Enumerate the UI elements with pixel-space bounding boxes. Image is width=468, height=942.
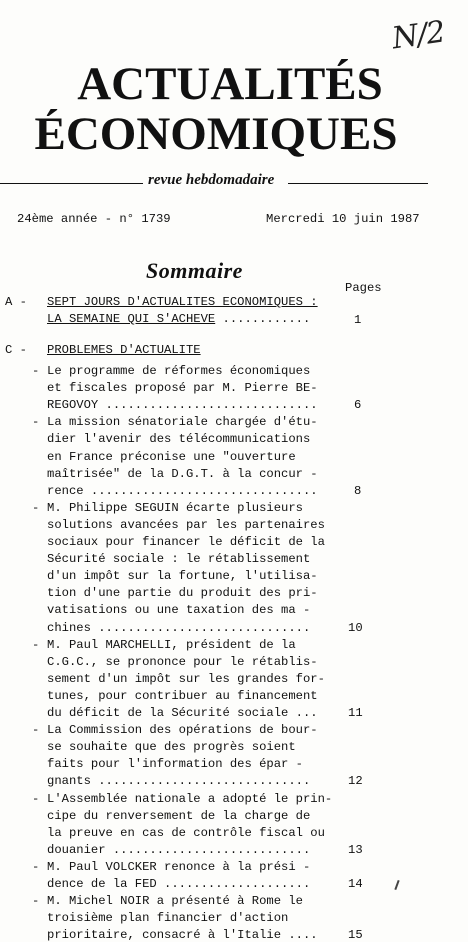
toc-item-page: 15 [348, 928, 363, 942]
section-a-title-line2: LA SEMAINE QUI S'ACHEVE [47, 312, 216, 326]
subtitle-rule-left [0, 183, 143, 184]
toc-item-dash: - [32, 364, 40, 378]
toc-item-line: Sécurité sociale : le rétablissement [47, 552, 311, 567]
toc-item-page: 12 [348, 774, 363, 789]
toc-item-line: la preuve en cas de contrôle fiscal ou [47, 825, 325, 840]
section-a-title-line2-row [47, 312, 310, 326]
toc-item-dash: - [32, 637, 40, 652]
toc-item-line: M. Paul VOLCKER renonce à la prési - [47, 859, 311, 874]
toc-item-line: du déficit de la Sécurité sociale ... [47, 706, 318, 720]
toc-item-page: 8 [354, 483, 362, 498]
toc-item-line: cipe du renversement de la charge de [47, 808, 311, 823]
toc-item-line: tunes, pour contribuer au financement [47, 688, 318, 703]
masthead-title-line1: ACTUALITÉS [77, 58, 383, 110]
toc-item-line: M. Paul MARCHELLI, président de la [47, 637, 296, 652]
toc-item-dash: - [32, 415, 40, 430]
toc-item-line: gnants ............................. [47, 774, 311, 789]
toc-item-page: 6 [354, 398, 362, 413]
section-a-page: 1 [354, 313, 362, 327]
subtitle-rule-right [288, 183, 428, 184]
toc-item-line: en France préconise une "ouverture [47, 449, 296, 464]
toc-item-dash: - [32, 500, 40, 515]
toc-item-line: L'Assemblée nationale a adopté le prin- [47, 791, 333, 806]
toc-item-line: sement d'un impôt sur les grandes for- [47, 671, 325, 686]
toc-item-line: dier l'avenir des télécommunications [47, 432, 311, 447]
issue-date: Mercredi 10 juin 1987 [266, 212, 420, 226]
toc-item-dash: - [32, 859, 40, 874]
section-a-leader: ............ [215, 312, 311, 326]
toc-item-line: dence de la FED .................... [47, 877, 311, 891]
toc-item-line: douanier ........................... [47, 842, 311, 857]
toc-item-line: La Commission des opérations de bour- [47, 723, 318, 738]
masthead-subtitle: revue hebdomadaire [148, 172, 275, 188]
toc-item-dash: - [32, 791, 40, 806]
toc-item-line: tion d'une partie du produit des pri- [47, 586, 318, 601]
toc-item-line: M. Philippe SEGUIN écarte plusieurs [47, 500, 303, 515]
section-c-marker: C - [5, 343, 27, 357]
pen-mark [394, 880, 399, 890]
issue-number: 24ème année - n° 1739 [17, 212, 171, 226]
toc-item-page: 11 [348, 706, 363, 720]
toc-item-line: prioritaire, consacré à l'Italie .... [47, 928, 318, 942]
pages-column-header: Pages [345, 281, 382, 295]
toc-item-line: sociaux pour financer le déficit de la [47, 535, 325, 549]
masthead-title-line2: ÉCONOMIQUES [34, 108, 398, 160]
toc-item-dash: - [32, 723, 40, 738]
toc-item-line: chines ............................. [47, 620, 311, 635]
toc-item-page: 10 [348, 620, 363, 635]
section-c-heading: PROBLEMES D'ACTUALITE [47, 343, 201, 357]
section-a-title-line1: SEPT JOURS D'ACTUALITES ECONOMIQUES : [47, 295, 318, 309]
toc-item-line: se souhaite que des progrès soient [47, 740, 296, 755]
toc-title: Sommaire [146, 258, 243, 283]
toc-item-line: rence ............................... [47, 483, 318, 498]
toc-item-line: M. Michel NOIR a présenté à Rome le [47, 894, 303, 909]
toc-item-line: solutions avancées par les partenaires [47, 517, 325, 532]
toc-item-line: REGOVOY ............................. [47, 398, 318, 413]
toc-item-line: Le programme de réformes économiques [47, 364, 311, 378]
toc-item-page: 13 [348, 842, 363, 857]
toc-item-line: maîtrisée" de la D.G.T. à la concur - [47, 466, 318, 481]
toc-item-line: vatisations ou une taxation des ma - [47, 603, 311, 618]
toc-item-line: et fiscales proposé par M. Pierre BE- [47, 381, 318, 396]
toc-item-dash: - [32, 894, 40, 909]
toc-item-line: C.G.C., se prononce pour le rétablis- [47, 654, 318, 669]
toc-item-line: La mission sénatoriale chargée d'étu- [47, 415, 318, 430]
toc-item-line: faits pour l'information des épar - [47, 757, 303, 772]
section-a-marker: A - [5, 295, 27, 309]
toc-item-page: 14 [348, 877, 363, 891]
toc-item-line: d'un impôt sur la fortune, l'utilisa- [47, 569, 318, 584]
handwritten-note: N/2 [389, 14, 447, 57]
toc-item-line: troisième plan financier d'action [47, 911, 289, 926]
